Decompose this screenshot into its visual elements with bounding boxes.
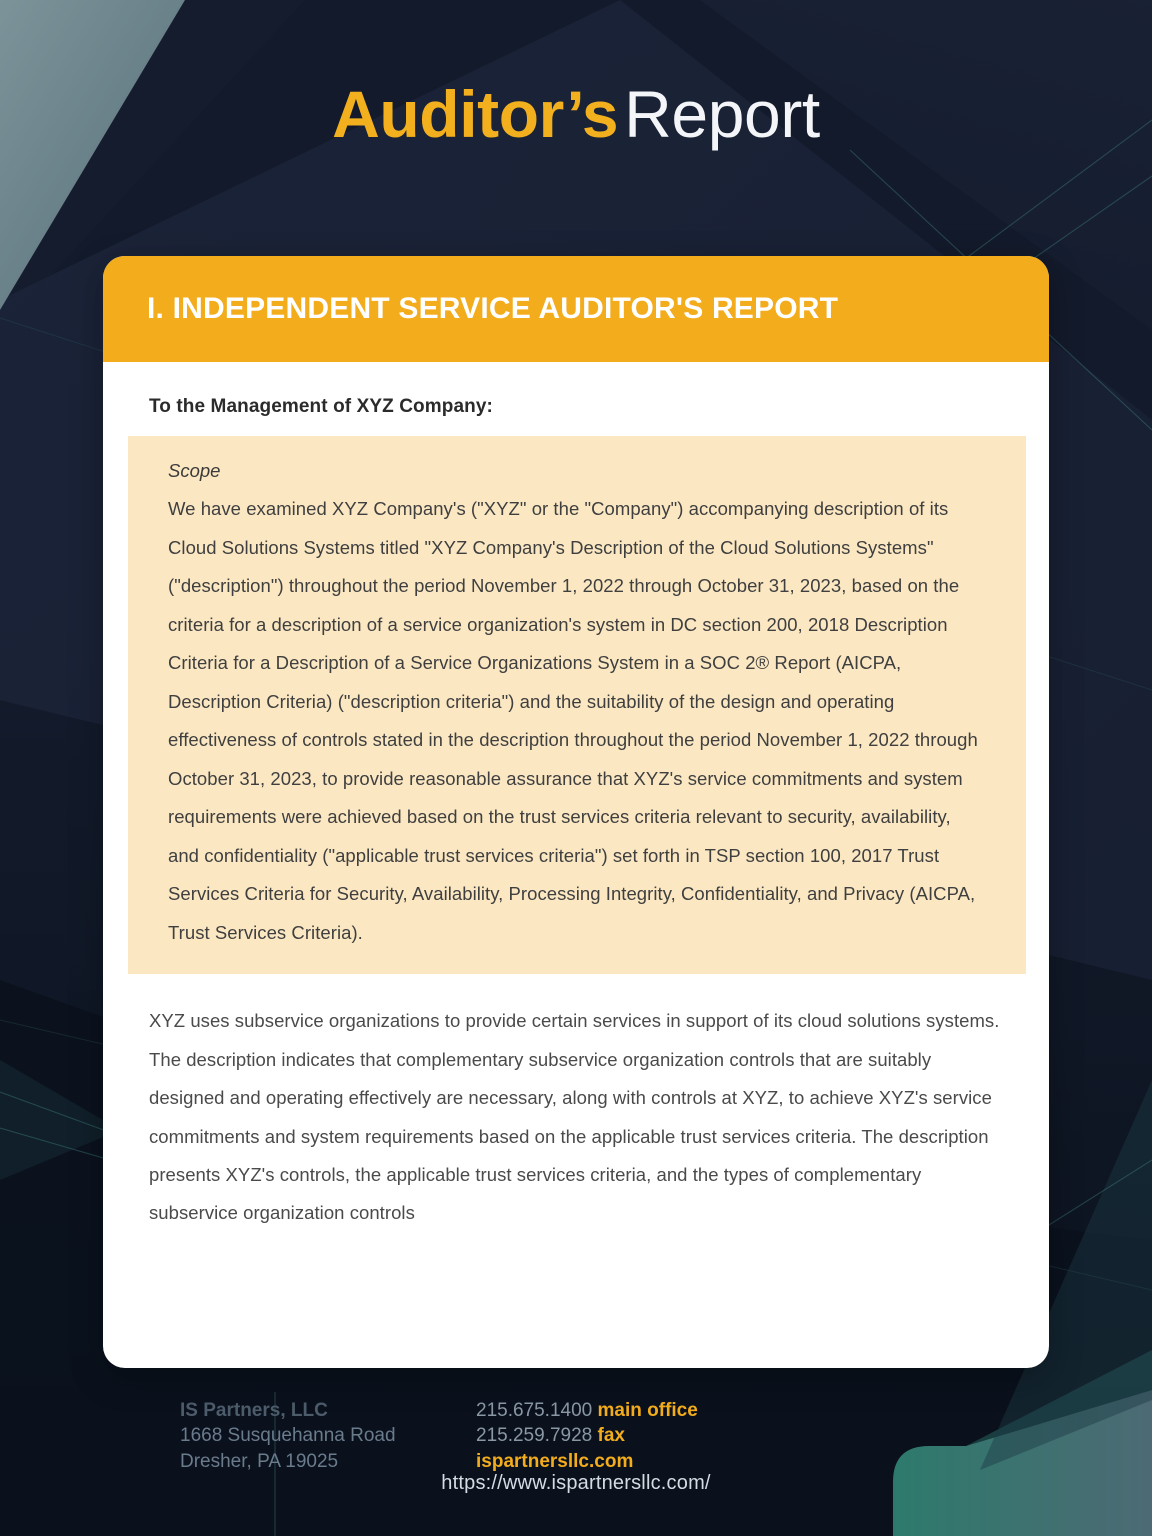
card-header-banner bbox=[103, 256, 1049, 362]
contact-main-office-number: 215.675.1400 bbox=[476, 1400, 593, 1422]
contact-footer bbox=[180, 1398, 806, 1474]
contact-address-line-1: 1668 Susquehanna Road bbox=[180, 1425, 396, 1447]
contact-fax-row bbox=[476, 1423, 806, 1448]
card-body bbox=[103, 362, 1049, 1368]
scope-highlight-block bbox=[128, 436, 1026, 974]
report-card bbox=[103, 256, 1049, 1368]
contact-company-name: IS Partners, LLC bbox=[180, 1400, 328, 1422]
bottom-url[interactable]: https://www.ispartnersllc.com/ bbox=[441, 1472, 711, 1494]
contact-fax-label: fax bbox=[597, 1425, 625, 1447]
salutation: To the Management of XYZ Company: bbox=[149, 396, 493, 417]
page-title-strong: Auditor’s bbox=[332, 77, 619, 151]
contact-phone-column bbox=[476, 1398, 806, 1474]
scope-paragraph: We have examined XYZ Company's ("XYZ" or the "Company") accompanying description of its Cloud Solutions Systems titled "XYZ Company's Description of the Cloud Solutions Systems" ("description") throughout the period November 1, 2022 through October 31, 2023, based on the criteria for a description of a service organization's system in DC section 200, 2018 Description Criteria for a Description of a Service Organizations System in a SOC 2® Report (AICPA, Description Criteria) ("description criteria") and the suitability of the design and operating effectiveness of controls stated in the description throughout the period November 1, 2022 through October 31, 2023, to provide reasonable assurance that XYZ's service commitments and system requirements were achieved based on the trust services criteria relevant to security, availability, and confidentiality ("applicable trust services criteria") set forth in TSP section 100, 2017 Trust Services Criteria for Security, Availability, Processing Integrity, Confidentiality, and Privacy (AICPA, Trust Services Criteria). bbox=[168, 498, 978, 943]
contact-website-row[interactable] bbox=[476, 1449, 806, 1474]
scope-label: Scope bbox=[168, 460, 221, 481]
card-header-title: I. INDEPENDENT SERVICE AUDITOR'S REPORT bbox=[147, 291, 839, 325]
page-title bbox=[0, 78, 1152, 152]
second-paragraph-wrap bbox=[103, 974, 1049, 1233]
contact-fax-number: 215.259.7928 bbox=[476, 1425, 593, 1447]
page-title-light: Report bbox=[624, 77, 820, 151]
contact-main-office-row bbox=[476, 1398, 806, 1423]
contact-address-column bbox=[180, 1398, 476, 1474]
contact-website-link[interactable]: ispartnersllc.com bbox=[476, 1450, 634, 1472]
second-paragraph: XYZ uses subservice organizations to provide certain services in support of its cloud solutions systems. The description indicates that complementary subservice organization controls that are suitably designed and operating effectively are necessary, along with controls at XYZ, to achieve XYZ's service commitments and system requirements based on the applicable trust services criteria. The description presents XYZ's controls, the applicable trust services criteria, and the types of complementary subservice organization controls bbox=[149, 1010, 1000, 1224]
contact-main-office-label: main office bbox=[597, 1400, 698, 1422]
contact-address-line-2: Dresher, PA 19025 bbox=[180, 1450, 339, 1472]
